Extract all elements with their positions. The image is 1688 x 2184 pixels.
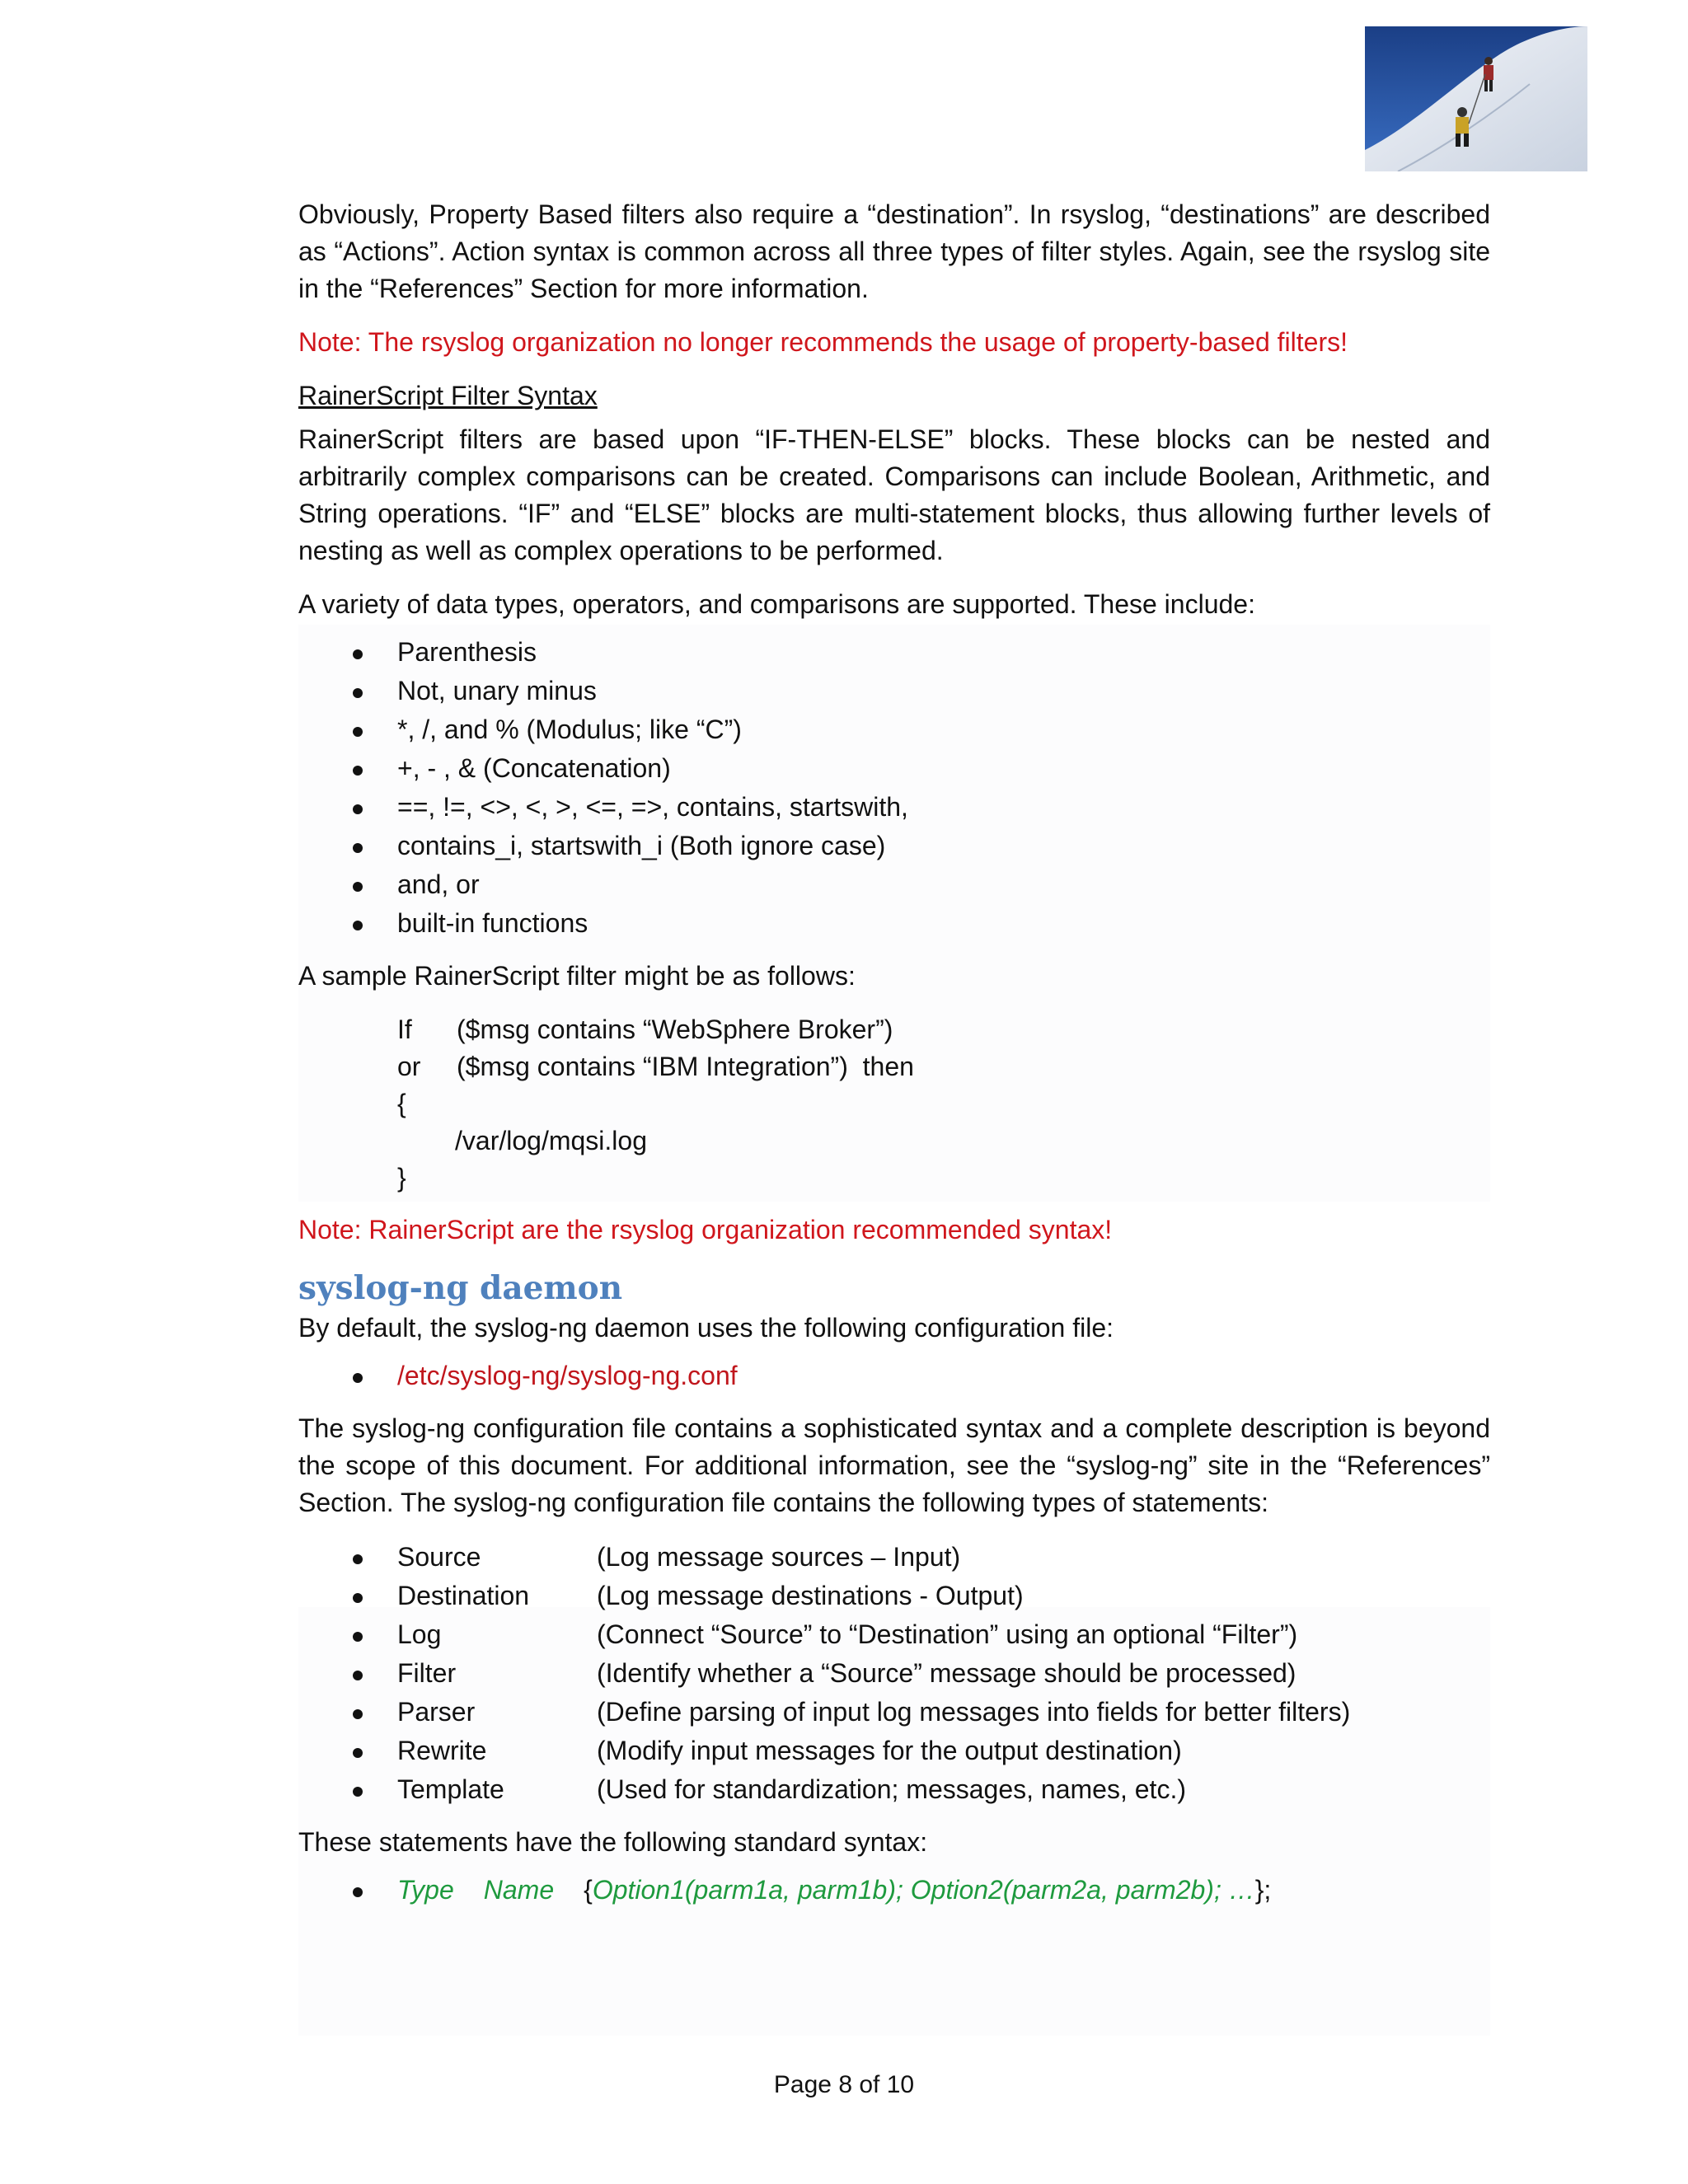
config-file-list [298, 1357, 1490, 1395]
list-item-text: *, /, and % (Modulus; like “C”) [397, 715, 742, 744]
code-line: /var/log/mqsi.log [455, 1126, 647, 1155]
rainerscript-paragraph: RainerScript filters are based upon “IF-THEN-ELSE” blocks. These blocks can be nested and arbitrarily complex comparisons can be created. Comparisons can include Boolean, Arithmetic, and String operations. “IF” and “ELSE” blocks are multi-statement blocks, thus allowing further levels of nesting as well as complex operations to be performed. [298, 424, 1490, 565]
code-text: ($msg contains “IBM Integration”) then [457, 1052, 914, 1081]
code-line [397, 1011, 1490, 1048]
list-item [298, 1871, 1490, 1910]
list-item [298, 827, 1490, 865]
statement-term: Source [397, 1542, 481, 1572]
bullet-icon [348, 904, 368, 943]
bullet-icon [348, 788, 368, 827]
list-item [298, 788, 1490, 827]
list-item [298, 1732, 1490, 1770]
statement-desc: (Identify whether a “Source” message should be processed) [597, 1658, 1296, 1688]
page-footer: Page 8 of 10 [773, 2071, 915, 2098]
bullet-icon [348, 827, 368, 865]
syntax-type: Type [397, 1875, 454, 1905]
syntax-close-brace: }; [1254, 1875, 1272, 1905]
list-item-text: built-in functions [397, 908, 588, 938]
statement-desc: (Modify input messages for the output destination) [597, 1736, 1182, 1765]
statement-desc: (Define parsing of input log messages into fields for better filters) [597, 1697, 1351, 1727]
code-line: } [397, 1163, 406, 1193]
list-item [298, 1615, 1490, 1654]
header-photo-image [1365, 26, 1587, 171]
list-item-text: Not, unary minus [397, 676, 597, 705]
list-item [298, 1693, 1490, 1732]
bullet-icon [348, 1871, 368, 1910]
syntax-list [298, 1871, 1490, 1910]
bullet-icon [348, 1693, 368, 1732]
operator-list [298, 633, 1490, 943]
syntax-intro: These statements have the following standard syntax: [298, 1827, 928, 1857]
statement-term: Parser [397, 1697, 476, 1727]
list-item [298, 1357, 1490, 1395]
statement-list [298, 1538, 1490, 1809]
statement-term: Rewrite [397, 1736, 487, 1765]
rainerscript-note: Note: RainerScript are the rsyslog organization recommended syntax! [298, 1215, 1113, 1244]
bullet-icon [348, 710, 368, 749]
types-intro: A variety of data types, operators, and comparisons are supported. These include: [298, 589, 1255, 619]
syntax-options: Option1(parm1a, parm1b); Option2(parm2a, parm2b); … [592, 1875, 1255, 1905]
bullet-icon [348, 1538, 368, 1577]
statement-desc: (Connect “Source” to “Destination” using an optional “Filter”) [597, 1619, 1298, 1649]
list-item [298, 1577, 1490, 1615]
bullet-icon [348, 1732, 368, 1770]
intro-paragraph: Obviously, Property Based filters also require a “destination”. In rsyslog, “destinations” are described as “Actions”. Action syntax is common across all three types of filter styles. Again, see the rsyslog site in the “References” Section for more information. [298, 199, 1490, 303]
code-text: ($msg contains “WebSphere Broker”) [457, 1015, 893, 1044]
syslog-ng-heading: syslog-ng daemon [298, 1269, 623, 1307]
list-item [298, 1654, 1490, 1693]
statement-term: Log [397, 1619, 442, 1649]
list-item [298, 710, 1490, 749]
bullet-icon [348, 1577, 368, 1615]
bullet-icon [348, 749, 368, 788]
intro-note: Note: The rsyslog organization no longer recommends the usage of property-based filters! [298, 327, 1348, 357]
syntax-name: Name [483, 1875, 555, 1905]
list-item [298, 904, 1490, 943]
code-keyword: If [397, 1015, 412, 1044]
rainerscript-subheading: RainerScript Filter Syntax [298, 381, 598, 410]
list-item-text: contains_i, startswith_i (Both ignore case) [397, 831, 886, 860]
code-line [397, 1048, 1490, 1085]
bullet-icon [348, 1357, 368, 1395]
config-file-path: /etc/syslog-ng/syslog-ng.conf [397, 1361, 738, 1390]
list-item-text: and, or [397, 869, 480, 899]
code-keyword: or [397, 1052, 421, 1081]
sample-code-block [298, 1011, 1490, 1197]
bullet-icon [348, 1615, 368, 1654]
list-item [298, 633, 1490, 672]
list-item-text: Parenthesis [397, 637, 537, 667]
list-item [298, 1538, 1490, 1577]
list-item-text: ==, !=, <>, <, >, <=, =>, contains, startswith, [397, 792, 908, 822]
syslog-ng-paragraph: The syslog-ng configuration file contains a sophisticated syntax and a complete description is beyond the scope of this document. For additional information, see the “syslog-ng” site in the “References” Section. The syslog-ng configuration file contains the following types of statements: [298, 1413, 1490, 1517]
header-photo [1365, 26, 1587, 171]
page-content [298, 196, 1490, 1924]
statement-term: Destination [397, 1581, 530, 1610]
list-item-text: +, - , & (Concatenation) [397, 753, 671, 783]
bullet-icon [348, 1654, 368, 1693]
bullet-icon [348, 1770, 368, 1809]
code-line: { [397, 1089, 406, 1118]
statement-term: Template [397, 1774, 504, 1804]
bullet-icon [348, 865, 368, 904]
list-item [298, 749, 1490, 788]
config-intro: By default, the syslog-ng daemon uses the following configuration file: [298, 1313, 1114, 1343]
sample-intro: A sample RainerScript filter might be as follows: [298, 961, 856, 991]
list-item [298, 672, 1490, 710]
bullet-icon [348, 633, 368, 672]
list-item [298, 1770, 1490, 1809]
statement-desc: (Log message destinations - Output) [597, 1581, 1024, 1610]
syntax-open-brace: { [584, 1875, 593, 1905]
list-item [298, 865, 1490, 904]
statement-desc: (Used for standardization; messages, names, etc.) [597, 1774, 1186, 1804]
statement-desc: (Log message sources – Input) [597, 1542, 961, 1572]
statement-term: Filter [397, 1658, 457, 1688]
bullet-icon [348, 672, 368, 710]
